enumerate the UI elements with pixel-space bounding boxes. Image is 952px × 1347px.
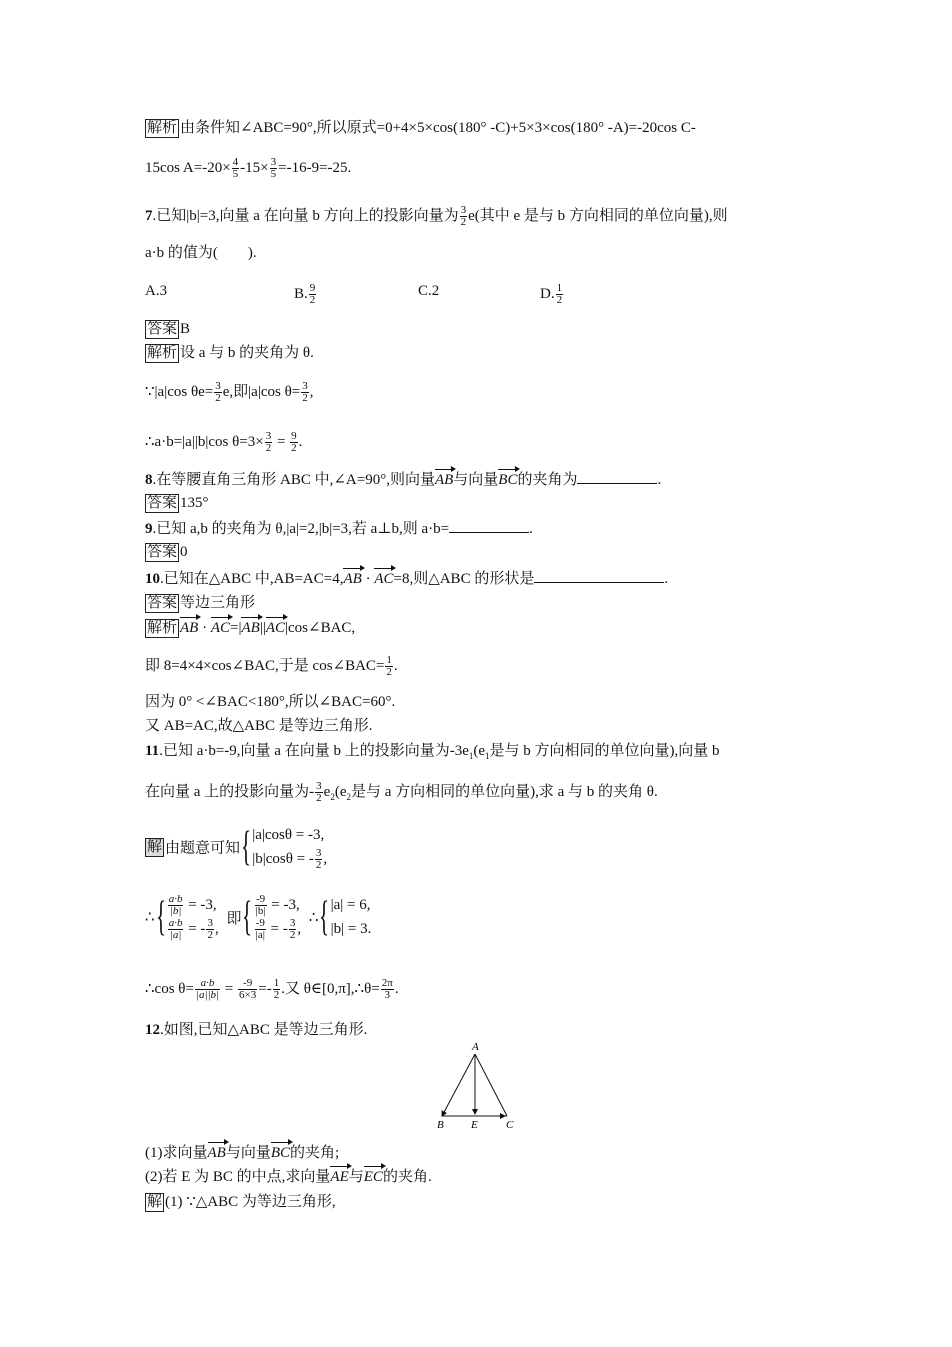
q10-solution-line1: 解析 AB · AC=|AB||AC|cos∠BAC, bbox=[147, 620, 356, 636]
q7-solution-line3: ∴a·b=|a||b|cos θ=3× $\frac{3}{2}$ = $\frac{9}{2}$ . bbox=[145, 430, 303, 454]
q7-stem-line1: 7.已知|b|=3,向量 a 在向量 b 方向上的投影向量为 $\frac{3}{2}$ e(其中 e 是与 b 方向相同的单位向量),则 bbox=[145, 204, 728, 228]
answer-blank bbox=[449, 518, 529, 533]
q7-answer: 答案 B bbox=[147, 321, 191, 337]
q7-option-b: B. $\frac{9}{2}$ bbox=[294, 282, 316, 306]
q10-solution-line2: 即 8=4×4×cos∠BAC,于是 cos∠BAC= $\frac{1}{2}$ . bbox=[145, 654, 398, 678]
answer-tag: 答案 bbox=[147, 321, 178, 337]
q7-stem-line2: a·b 的值为( ). bbox=[145, 245, 257, 261]
answer-blank bbox=[534, 568, 664, 583]
vertex-c-label: C bbox=[506, 1119, 514, 1131]
vertex-a-label: A bbox=[472, 1041, 479, 1053]
answer-blank bbox=[577, 469, 657, 484]
solution-tag: 解 bbox=[147, 1194, 163, 1210]
q11-solution-system1: 解 由题意可知{ |a|cosθ = -3, |b|cosθ = - $\frac{3}{2}$ , bbox=[147, 824, 328, 872]
q10-stem: 10.已知在△ABC 中,AB=AC=4,AB · AC=8,则△ABC 的形状是 . bbox=[145, 568, 668, 589]
q7-option-c: C.2 bbox=[418, 283, 440, 299]
q8-stem: 8.在等腰直角三角形 ABC 中,∠A=90°,则向量AB与向量BC的夹角为 . bbox=[145, 469, 661, 490]
q6-solution-line1: 解析 由条件知∠ABC=90°,所以原式=0+4×5×cos(180° -C)+5×3×cos(180° -A)=-20cos C- bbox=[147, 120, 696, 136]
q7-option-a: A.3 bbox=[145, 283, 168, 299]
q9-answer: 答案 0 bbox=[147, 544, 188, 560]
q6-solution-line2: 15cos A=-20× $\frac{4}{5}$ -15× $\frac{3}{5}$ =-16-9=-25. bbox=[145, 156, 352, 180]
q9-stem: 9.已知 a,b 的夹角为 θ,|a|=2,|b|=3,若 a⊥b,则 a·b= . bbox=[145, 518, 533, 539]
q12-part2: (2)若 E 为 BC 的中点,求向量AE与EC的夹角. bbox=[145, 1169, 432, 1185]
q7-option-d: D. $\frac{1}{2}$ bbox=[540, 282, 563, 306]
q10-answer: 答案 等边三角形 bbox=[147, 595, 256, 611]
solution-tag: 解 bbox=[147, 838, 163, 855]
q11-stem-line2: 在向量 a 上的投影向量为- $\frac{3}{2}$ $e_2(e_2$是与 a 方向相同的单位向量),求 a 与 b 的夹角 θ. bbox=[145, 780, 658, 804]
q11-stem-line1: 11.已知 a·b=-9,向量 a 在向量 b 上的投影向量为$-3e_1(e_1$是与 b 方向相同的单位向量),向量 b bbox=[145, 743, 720, 761]
answer-tag: 答案 bbox=[147, 595, 178, 611]
q7-solution-line1: 解析 设 a 与 b 的夹角为 θ. bbox=[147, 345, 314, 361]
q10-solution-line3: 因为 0° <∠BAC<180°,所以∠BAC=60°. bbox=[145, 694, 396, 710]
q11-solution-final: ∴cos θ= $\frac{a\cdot b}{|a||b|}$ = $\frac{-9}{6\times 3}$ =- $\frac{1}{2}$ .又 θ∈[0,π],∴θ= $\frac{2\pi}{3}$ . bbox=[145, 977, 399, 1001]
point-e-label: E bbox=[471, 1119, 478, 1131]
answer-tag: 答案 bbox=[147, 495, 178, 511]
analysis-tag: 解析 bbox=[147, 120, 178, 136]
q11-solution-system2: ∴{ $\frac{a\cdot b}{|b|}$ = -3, $\frac{a\cdot b}{|a|}$ = - $\frac{3}{2}$ , 即{ $\frac{-9}{|b|}$ = -3, $\frac{-9}{|a|}$ = - $\frac{3}{2}$ , ∴{ |a| = 6, |b| = 3. bbox=[145, 893, 372, 942]
analysis-tag: 解析 bbox=[147, 345, 178, 361]
answer-tag: 答案 bbox=[147, 544, 178, 560]
q12-stem: 12.如图,已知△ABC 是等边三角形. bbox=[145, 1022, 368, 1038]
vertex-b-label: B bbox=[437, 1119, 444, 1131]
q12-part1: (1)求向量AB与向量BC的夹角; bbox=[145, 1145, 340, 1161]
analysis-tag: 解析 bbox=[147, 620, 178, 636]
q8-answer: 答案 135° bbox=[147, 495, 209, 511]
q10-solution-line4: 又 AB=AC,故△ABC 是等边三角形. bbox=[145, 718, 373, 734]
triangle-figure bbox=[425, 1040, 525, 1135]
q12-solution-line1: 解 (1) ∵△ABC 为等边三角形, bbox=[147, 1194, 336, 1210]
q7-solution-line2: ∵|a|cos θe= $\frac{3}{2}$ e,即|a|cos θ= $\frac{3}{2}$ , bbox=[145, 380, 314, 404]
